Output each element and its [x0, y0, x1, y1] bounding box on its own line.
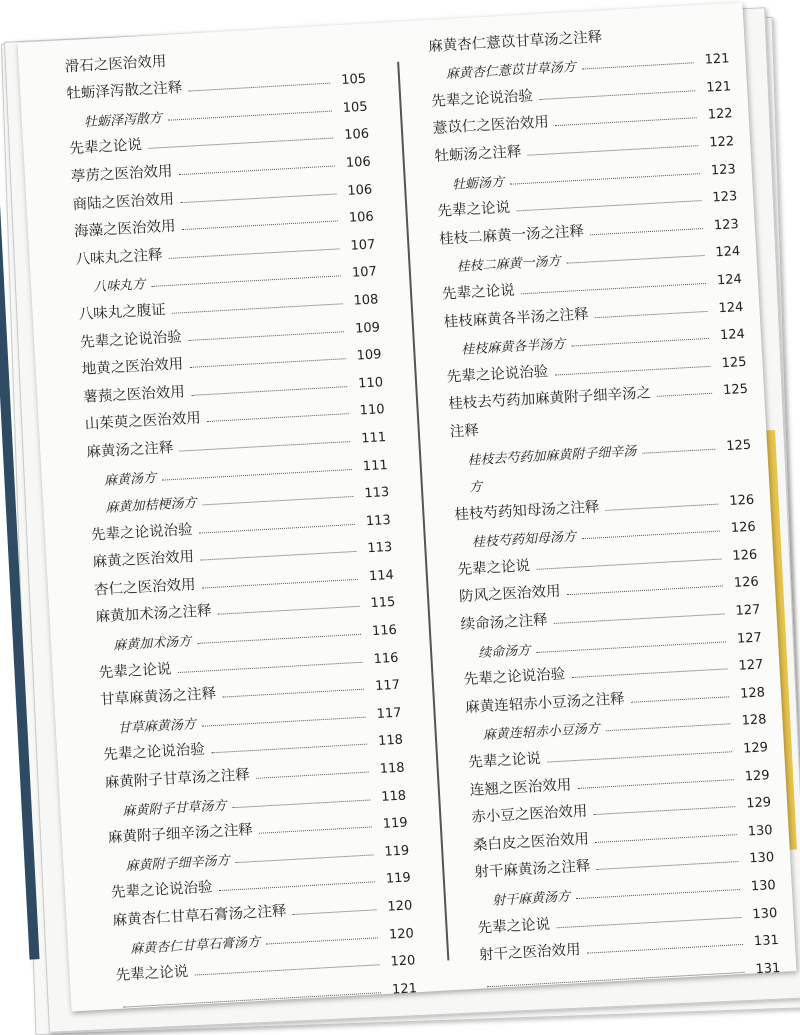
toc-entry-page: 111 — [360, 429, 387, 447]
toc-entry-page: 120 — [388, 925, 415, 943]
toc-entry-title: 先辈之论说治验 — [110, 879, 213, 902]
toc-entry-title: 射干之医治效用 — [478, 942, 581, 964]
toc-entry-page: 109 — [356, 347, 382, 364]
toc-entry-title: 薏苡仁之医治效用 — [432, 114, 550, 138]
toc-entry-page: 123 — [711, 189, 738, 206]
toc-entry-page: 115 — [370, 595, 396, 612]
toc-entry-title: 麻黄之医治效用 — [92, 549, 195, 571]
toc-entry-page: 121 — [391, 980, 418, 998]
toc-entry-page: 124 — [719, 327, 746, 344]
toc-entry-page: 124 — [718, 299, 744, 316]
leader-dots — [631, 696, 729, 702]
toc-entry-page: 122 — [707, 106, 733, 123]
toc-entry-title: 桂枝去芍药加麻黄附子细辛汤之 — [447, 385, 652, 413]
toc-entry-title: 葶苈之医治效用 — [70, 163, 173, 186]
toc-entry-page: 121 — [705, 79, 732, 96]
toc-entry-title: 先辈之论说 — [98, 661, 172, 682]
toc-entry-title: 八味丸之注释 — [75, 247, 163, 268]
toc-entry-title: 麻黄加术汤方 — [112, 634, 192, 654]
toc-entry-page: 130 — [750, 878, 777, 895]
toc-entry-page: 123 — [713, 216, 740, 234]
toc-entry-title: 桂枝二麻黄一汤之注释 — [438, 223, 585, 248]
toc-entry-title: 牡蛎汤之注释 — [434, 144, 522, 165]
toc-entry-page: 113 — [367, 540, 393, 557]
toc-entry-title: 麻黄附子细辛汤方 — [125, 853, 230, 875]
toc-entry-page: 107 — [350, 237, 376, 254]
toc-entry-title: 方 — [468, 479, 483, 496]
toc-entry-page: 110 — [357, 374, 384, 392]
toc-entry-title: 甘草麻黄汤之注释 — [99, 686, 217, 709]
toc-entry-title: 注释 — [449, 422, 480, 441]
toc-entry-page: 126 — [732, 547, 758, 564]
toc-entry-page: 124 — [716, 271, 743, 289]
leader-dots — [657, 393, 712, 397]
toc-entry-page: 131 — [753, 933, 780, 950]
toc-entry-title: 甘草麻黄汤方 — [117, 716, 197, 737]
toc-entry-title: 地黄之医治效用 — [81, 356, 184, 379]
toc-entry-page: 106 — [348, 209, 375, 226]
toc-entry-title: 麻黄附子甘草汤之注释 — [104, 767, 251, 792]
toc-entry-page: 106 — [345, 154, 372, 171]
toc-entry-page: 128 — [739, 685, 766, 702]
toc-entry-title: 先辈之论说 — [457, 558, 531, 579]
toc-entry-title: 防风之医治效用 — [458, 584, 561, 606]
toc-entry-page: 118 — [377, 733, 404, 750]
toc-entry-page: 114 — [368, 567, 395, 585]
toc-entry-page: 123 — [710, 161, 737, 179]
toc-entry-page: 113 — [365, 512, 392, 529]
toc-entry-page: 121 — [704, 51, 730, 68]
toc-entry-page: 106 — [347, 182, 373, 199]
toc-entry-title: 麻黄杏仁甘草石膏汤方 — [129, 934, 261, 957]
toc-entry-page: 119 — [385, 870, 412, 888]
toc-entry-title: 先辈之论说 — [477, 916, 551, 937]
toc-column-left — [64, 32, 417, 1013]
toc-entry-title: 先辈之论说 — [467, 750, 542, 771]
toc-entry-page: 119 — [383, 843, 410, 860]
toc-entry-page: 129 — [742, 740, 769, 757]
toc-entry-title: 桂枝二麻黄一汤方 — [456, 254, 561, 276]
toc-entry-title: 麻黄杏仁薏苡甘草汤方 — [445, 60, 577, 83]
toc-entry-title: 先辈之论说 — [69, 137, 143, 158]
toc-entry-title: 续命汤之注释 — [460, 612, 548, 634]
toc-entry-page: 129 — [744, 767, 770, 785]
toc-entry-title: 麻黄汤方 — [103, 470, 157, 489]
toc-entry-page: 113 — [363, 485, 390, 502]
toc-entry-title: 桂枝麻黄各半汤方 — [460, 337, 566, 358]
leader-dots — [293, 909, 377, 915]
toc-entry-title: 麻黄杏仁甘草石膏汤之注释 — [112, 903, 287, 930]
toc-entry-page: 110 — [359, 402, 385, 419]
toc-entry-title: 桂枝芍药知母汤方 — [471, 529, 577, 551]
toc-entry-page: 127 — [738, 657, 764, 674]
toc-entry-title: 先辈之论说治验 — [102, 742, 206, 764]
toc-entry-title: 麻黄连轺赤小豆汤方 — [482, 722, 601, 744]
toc-entry-page: 118 — [379, 760, 405, 777]
toc-entry-title: 先辈之论说 — [115, 964, 189, 985]
toc-entry-title: 麻黄杏仁薏苡甘草汤之注释 — [427, 28, 603, 55]
toc-entry-page: 117 — [374, 677, 401, 695]
toc-entry-title: 先辈之论说治验 — [430, 88, 534, 110]
toc-entry-page: 118 — [380, 788, 407, 805]
toc-entry-title: 八味丸方 — [92, 277, 146, 296]
toc-entry-title: 八味丸之腹证 — [78, 302, 167, 323]
toc-entry-page: 126 — [730, 519, 757, 537]
toc-page — [17, 2, 796, 1011]
toc-entry-title: 先辈之论说治验 — [79, 328, 183, 351]
toc-entry-page: 125 — [721, 354, 747, 371]
toc-entry-page: 117 — [376, 705, 402, 722]
toc-entry-title: 先辈之论说 — [441, 282, 516, 303]
toc-entry-page: 116 — [373, 650, 399, 667]
toc-entry-title: 薯蓣之医治效用 — [82, 383, 186, 406]
toc-entry-title: 山茱萸之医治效用 — [84, 410, 202, 434]
toc-entry-page: 129 — [745, 795, 772, 812]
toc-entry-page: 105 — [342, 99, 369, 116]
toc-entry-title: 麻黄加术汤之注释 — [95, 603, 212, 627]
toc-entry-page: 111 — [362, 457, 389, 474]
toc-entry-title: 海藻之医治效用 — [73, 218, 176, 241]
toc-entry-page: 126 — [733, 574, 760, 592]
toc-entry-title: 赤小豆之医治效用 — [471, 803, 588, 827]
toc-entry-page: 124 — [715, 244, 741, 261]
toc-column-right — [427, 11, 780, 992]
toc-entry-title: 桂枝去芍药加麻黄附子细辛汤 — [467, 443, 637, 469]
toc-entry-title: 牡蛎泽泻散之注释 — [65, 80, 183, 103]
toc-entry-page: 128 — [741, 712, 767, 730]
toc-entry-title: 麻黄汤之注释 — [86, 439, 174, 461]
toc-entry-page: 116 — [371, 622, 398, 640]
toc-entry-page: 119 — [382, 815, 409, 833]
toc-entry-title: 麻黄连轺赤小豆汤之注释 — [464, 691, 626, 716]
toc-entry-title: 射干麻黄汤之注释 — [474, 858, 591, 882]
toc-entry-page: 126 — [728, 492, 755, 509]
toc-entry-title: 牡蛎泽泻散方 — [83, 110, 163, 131]
toc-entry-page: 122 — [708, 134, 735, 151]
toc-entry-title: 桑白皮之医治效用 — [472, 831, 590, 854]
toc-entry-page: 125 — [722, 382, 749, 399]
toc-entry-title: 先辈之论说治验 — [90, 521, 193, 544]
toc-entry-title: 麻黄附子甘草汤方 — [122, 798, 227, 819]
toc-entry-page: 130 — [748, 850, 775, 867]
toc-entry-page: 106 — [343, 126, 370, 144]
toc-entry-title: 先辈之论说治验 — [463, 666, 566, 689]
toc-entry-page: 125 — [725, 437, 752, 454]
toc-entry-page: 120 — [390, 953, 416, 970]
toc-entry-page: 108 — [353, 292, 379, 309]
toc-entry-page: 120 — [387, 898, 413, 915]
toc-entry-title: 麻黄附子细辛汤之注释 — [107, 822, 254, 847]
toc-entry-title: 连翘之医治效用 — [469, 776, 572, 799]
toc-entry-title: 麻黄加桔梗汤方 — [105, 495, 197, 516]
toc-entry-title: 先辈之论说 — [437, 199, 511, 220]
toc-entry-page: 130 — [747, 822, 774, 840]
toc-entry-page: 105 — [340, 71, 367, 89]
toc-entry-title: 先辈之论说治验 — [446, 363, 549, 386]
toc-entry-page: 127 — [735, 602, 761, 619]
toc-entry-title: 续命汤方 — [477, 643, 531, 661]
toc-entry-title: 滑石之医治效用 — [64, 53, 167, 75]
toc-entry-page: 109 — [354, 319, 381, 337]
toc-entry-title: 杏仁之医治效用 — [93, 576, 196, 599]
toc-entry-page: 131 — [755, 960, 781, 978]
toc-entry-title: 射干麻黄汤方 — [491, 889, 571, 909]
toc-entry-title: 商陆之医治效用 — [72, 191, 175, 213]
toc-entry-page: 107 — [351, 264, 378, 282]
toc-entry-page: 130 — [752, 905, 778, 922]
leader-dots — [642, 448, 715, 453]
toc-entry-title: 桂枝麻黄各半汤之注释 — [443, 306, 589, 331]
toc-entry-title: 桂枝芍药知母汤之注释 — [454, 498, 600, 524]
toc-entry-page: 127 — [736, 630, 763, 647]
toc-entry-title: 牡蛎汤方 — [451, 174, 505, 193]
